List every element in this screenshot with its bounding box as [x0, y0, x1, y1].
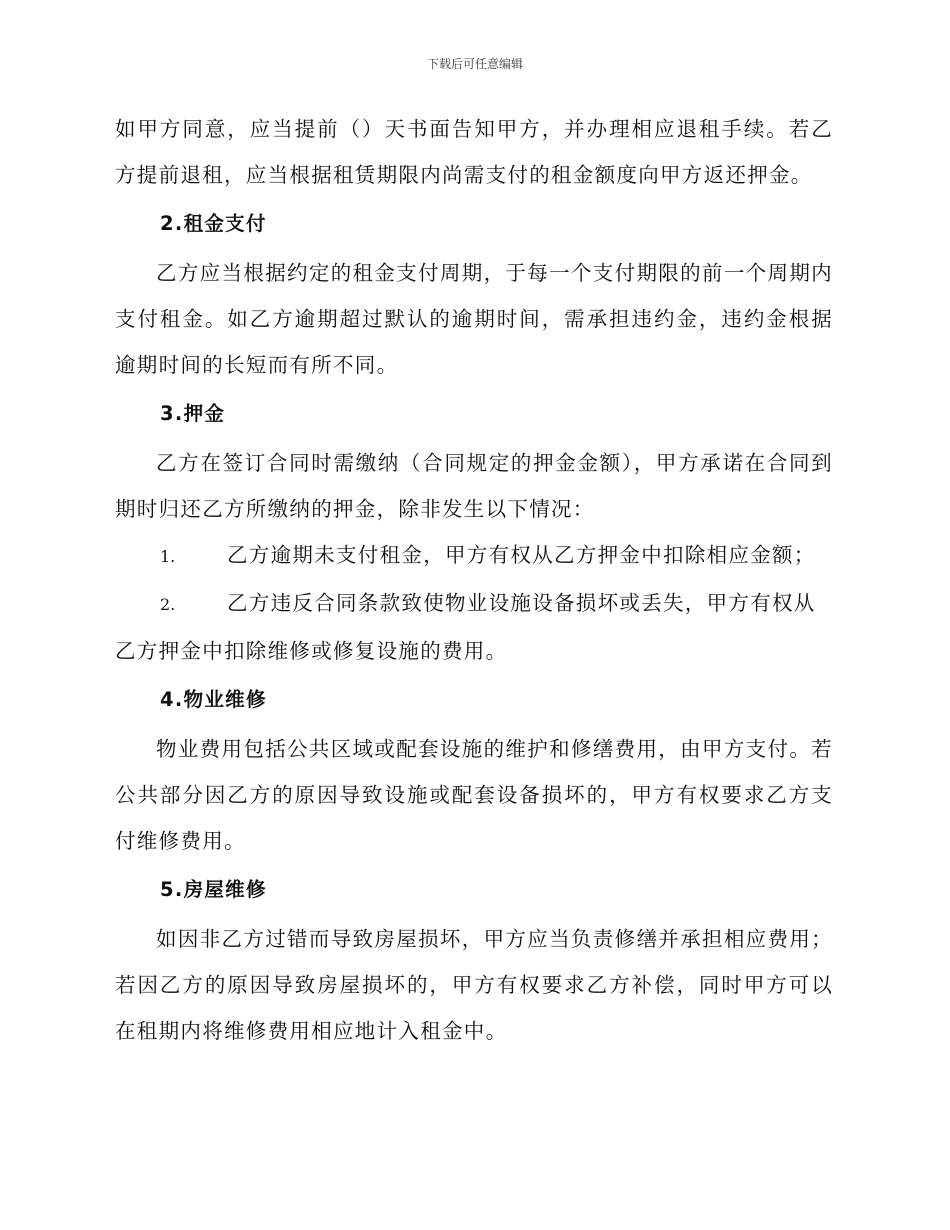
list-item-text: 乙方逾期未支付租金，甲方有权从乙方押金中扣除相应金额；	[227, 543, 816, 567]
document-body	[115, 106, 833, 1054]
page-header: 下载后可任意编辑	[426, 57, 523, 71]
list-item	[115, 580, 833, 674]
list-item-number: 1.	[160, 547, 176, 566]
list-item	[115, 532, 833, 580]
section-heading-house-repair: 5.房屋维修	[160, 878, 267, 901]
section-heading-deposit: 3.押金	[160, 402, 226, 425]
list-item-number: 2.	[160, 595, 176, 614]
section-heading-property-maintenance: 4.物业维修	[160, 688, 267, 711]
paragraph-property-maintenance: 物业费用包括公共区域或配套设施的维护和修缮费用，由甲方支付。若公共部分因乙方的原因导致设施或配套设备损坏的，甲方有权要求乙方支付维修费用。	[115, 737, 833, 853]
paragraph-rent-payment: 乙方应当根据约定的租金支付周期，于每一个支付期限的前一个周期内支付租金。如乙方逾期超过默认的逾期时间，需承担违约金，违约金根据逾期时间的长短而有所不同。	[115, 261, 833, 377]
paragraph-deposit: 乙方在签订合同时需缴纳（合同规定的押金金额），甲方承诺在合同到期时归还乙方所缴纳的押金，除非发生以下情况：	[115, 451, 833, 521]
section-heading-rent-payment: 2.租金支付	[160, 212, 267, 235]
list-item-text: 乙方违反合同条款致使物业设施设备损坏或丢失，甲方有权从乙方押金中扣除维修或修复设施的费用。	[115, 591, 816, 663]
paragraph-house-repair: 如因非乙方过错而导致房屋损坏，甲方应当负责修缮并承担相应费用；若因乙方的原因导致房屋损坏的，甲方有权要求乙方补偿，同时甲方可以在租期内将维修费用相应地计入租金中。	[115, 927, 833, 1043]
paragraph-refund-notice: 如甲方同意，应当提前（）天书面告知甲方，并办理相应退租手续。若乙方提前退租，应当根据租赁期限内尚需支付的租金额度向甲方返还押金。	[115, 117, 833, 187]
